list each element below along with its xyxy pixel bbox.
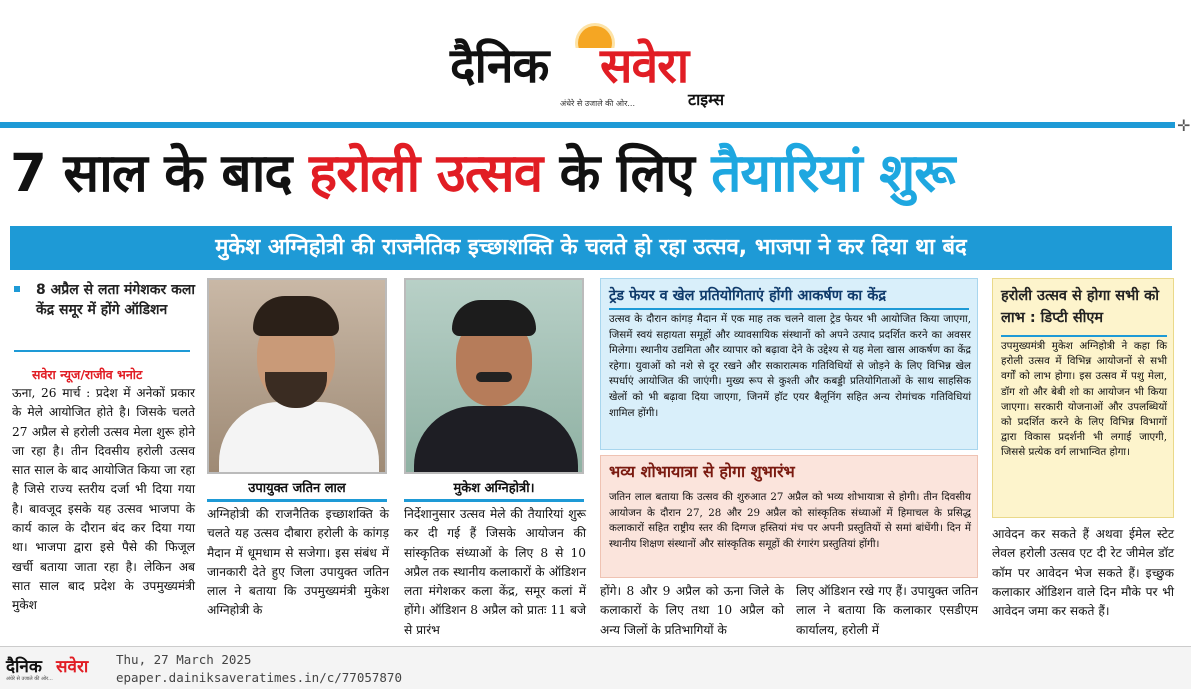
epaper-link[interactable]: epaper.dainiksaveratimes.in/c/77057870 (116, 670, 402, 685)
procession-title: भव्य शोभायात्रा से होगा शुभारंभ (609, 462, 795, 481)
article-column-5: लिए ऑडिशन रखे गए हैं। उपायुक्त जतिन लाल ने बताया कि कलाकार एसडीएम कार्यालय, हरोली में (796, 584, 978, 637)
edition-date: Thu, 27 March 2025 (116, 652, 252, 667)
footer-logo-tagline: अंधेरे से उजाले की ओर... (6, 676, 53, 682)
footer-logo-word-2: सवेरा (56, 657, 89, 677)
subheadline: मुकेश अग्निहोत्री की राजनैतिक इच्छाशक्ति के चलते हो रहा उत्सव, भाजपा ने कर दिया था बंद (10, 226, 1172, 270)
deputy-cm-text: उपमुख्यमंत्री मुकेश अग्निहोत्री ने कहा कि हरोली उत्सव में विभिन्न आयोजनों से सभी वर्गों को लाभ होगा। इस उत्सव में पशु मेला, डॉग शो और बेबी शो का आयोजन भी किया जाएगा। सरकारी योजनाओं और उपलब्धियों को प्रदर्शित करने के लिए विभिन्न विभागों द्वारा विकास प्रदर्शनी भी लगाई जाएगी, जिससे प्रत्येक वर्ग लाभान्वित होगा। (1001, 340, 1167, 459)
headline-part-2: हरोली उत्सव (309, 143, 543, 204)
logo-word-dainik: दैनिक (450, 38, 549, 94)
deputy-cm-box (992, 278, 1174, 518)
bullet-divider (14, 350, 190, 352)
plus-icon[interactable]: ✛ (1177, 116, 1191, 135)
article-column-6: आवेदन कर सकते हैं अथवा ईमेल स्टेट लेवल हरोली उत्सव एट दी रेट जीमेल डॉट कॉम पर आवेदन भेज सकते हैं। इच्छुक कलाकार ऑडिशन वाले दिन मौके पर भी आवेदन जमा कर सकते हैं। (992, 527, 1174, 619)
article-column-3: निर्देशानुसार उत्सव मेले की तैयारियां शुरू कर दी गई हैं जिसके आयोजन की सांस्कृतिक संध्याओं के लिए 8 से 10 अप्रैल तक स्थानीय कलाकारों के ऑडिशन लता मंगेशकर कला केंद्र, समूर कलां में होंगे। ऑडिशन 8 अप्रैल को प्रातः 11 बजे से प्रारंभ (404, 507, 586, 637)
headline-part-4: तैयारियां शुरू (711, 143, 955, 204)
trade-fair-title: ट्रेड फेयर व खेल प्रतियोगिताएं होंगी आकर्षण का केंद्र (609, 288, 887, 304)
photo-jatin-lal (207, 278, 387, 474)
footer (0, 646, 1191, 689)
masthead (0, 0, 1191, 118)
article-column-2: अग्निहोत्री की राजनैतिक इच्छाशक्ति के चलते यह उत्सव दौबारा हरोली के कांगड़ मैदान में धूमधाम से सजेगा। इस संबंध में जानकारी देते हुए जिला उपायुक्त जतिन लाल ने बताया कि उपमुख्यमंत्री मुकेश अग्निहोत्री के (207, 507, 389, 618)
article-column-4: होंगे। 8 और 9 अप्रैल को ऊना जिले के कलाकारों के लिए तथा 10 अप्रैल को अन्य जिलों के प्रतिभागियों के (600, 584, 784, 637)
logo-word-times: टाइम्स (688, 90, 725, 109)
trade-fair-text: उत्सव के दौरान कांगड़ मैदान में एक माह तक चलने वाला ट्रेड फेयर भी आयोजित किया जाएगा, जिसमें स्वयं सहायता समूहों और व्यावसायिक संस्थानों को अपने उत्पाद प्रदर्शित करने का अवसर मिलेगा। स्थानीय उद्यमिता और व्यापार को बढ़ावा देने के उद्देश्य से यह मेला खास आकर्षण का केंद्र रहेगा। युवाओं को नशे से दूर रखने और सकारात्मक गतिविधियों से जोड़ने के लिए विभिन्न खेल स्पर्धाएं आयोजित की जाएंगी। मुख्य रूप से कुश्ती और कबड्डी प्रतियोगिताओं के साथ साहसिक खेलों को भी बढ़ावा दिया जाएगा, जिनमें हॉट एयर बैलूनिंग सहित अन्य रोमांचक गतिविधियां शामिल होंगी। (609, 313, 971, 419)
procession-box (600, 455, 978, 578)
deputy-cm-title: हरोली उत्सव से होगा सभी को लाभ : डिप्टी सीएम (1001, 288, 1159, 326)
photo-mukesh-agnihotri (404, 278, 584, 474)
article-column-1: ऊना, 26 मार्च : प्रदेश में अनेकों प्रकार के मेले आयोजित होते है। जिसके चलते 27 अप्रैल से हरोली उत्सव मेला शुरू होने जा रहा है। तीन दिवसीय हरोली उत्सव सात साल के बाद आयोजित किया जा रहा है जिसे राज्य स्तरीय दर्जा भी दिया गया है। बावजूद इसके यह उत्सव भाजपा के कार्य काल के दौरान बंद कर दिया गया था। भाजपा द्वारा इसे पैसे की फिजूल खर्ची बताया जाता रहा है। लेकिन अब सात साल बाद प्रदेश के उपमुख्यमंत्री मुकेश (12, 386, 195, 613)
headline-part-3: के लिए (542, 143, 712, 204)
bullet-marker-icon (14, 286, 20, 292)
procession-text: जतिन लाल बताया कि उत्सव की शुरुआत 27 अप्रैल को भव्य शोभायात्रा से होगी। तीन दिवसीय आयोजन के दौरान 27, 28 और 29 अप्रैल को सांस्कृतिक संध्याओं में हिमाचल के प्रसिद्ध कलाकारों सहित राष्ट्रीय स्तर की दिग्गज हस्तियां मंच पर अपनी प्रस्तुतियों से समां बांधेंगी। दिन में स्थानीय शिक्षण संस्थानों और सांस्कृतिक समूहों की रंगारंग प्रस्तुतियां होंगी। (609, 491, 971, 550)
deputy-cm-divider (1001, 335, 1167, 337)
byline: सवेरा न्यूज/राजीव भनोट (32, 367, 143, 382)
trade-fair-box (600, 278, 978, 450)
trade-fair-divider (609, 308, 969, 310)
headline-part-1: 7 साल के बाद (10, 143, 310, 204)
page-title (10, 134, 1180, 214)
footer-logo-word-1: दैनिक (6, 657, 42, 677)
photo-caption-2: मुकेश अग्निहोत्री। (453, 481, 535, 496)
footer-logo[interactable] (6, 652, 106, 684)
logo-tagline: अंधेरे से उजाले की ओर... (560, 99, 636, 108)
photo-caption-1: उपायुक्त जतिन लाल (248, 481, 346, 496)
caption-divider-2 (404, 499, 584, 502)
newspaper-logo[interactable] (450, 18, 750, 109)
caption-divider-1 (207, 499, 387, 502)
masthead-divider (0, 122, 1175, 128)
bullet-text: 8 अप्रैल से लता मंगेशकर कला केंद्र समूर में होंगे ऑडिशन (36, 282, 195, 318)
logo-word-savera: सवेरा (600, 38, 689, 94)
